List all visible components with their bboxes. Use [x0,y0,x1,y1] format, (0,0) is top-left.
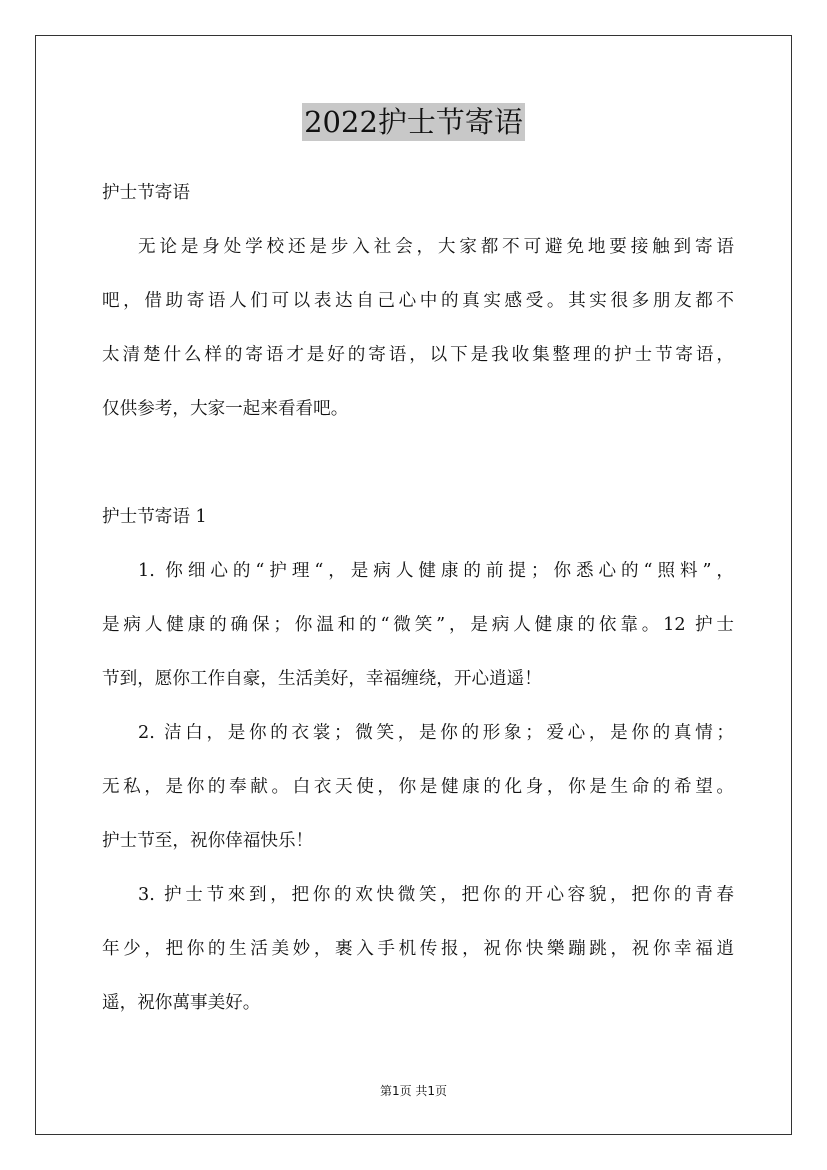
list-item-line: 年少，把你的生活美妙，裹入手机传报，祝你快樂蹦跳，祝你幸福逍 [102,939,734,959]
section-heading: 护士节寄语 1 [102,507,207,527]
paragraph-line: 无论是身处学校还是步入社会，大家都不可避免地要接触到寄语 [138,237,734,257]
page-footer: 第1页 共1页 [379,1084,448,1098]
document-body [102,175,734,1021]
list-item-line: 护士节至，祝你倖福快乐！ [102,831,314,851]
paragraph-line: 太清楚什么样的寄语才是好的寄语，以下是我收集整理的护士节寄语， [102,345,734,365]
paragraph-line: 吧，借助寄语人们可以表达自己心中的真实感受。其实很多朋友都不 [102,291,734,311]
list-item-line: 无私，是你的奉献。白衣天使，你是健康的化身，你是生命的希望。 [102,777,734,797]
document-title: 2022护士节寄语 [304,105,523,139]
section-heading: 护士节寄语 [102,183,190,203]
list-item-line: 2. 洁白，是你的衣裳；微笑，是你的形象；爱心，是你的真情； [138,723,734,743]
title-container [0,103,827,141]
paragraph-line: 仅供参考，大家一起来看看吧。 [102,399,349,419]
list-item-line: 是病人健康的确保；你温和的“微笑”，是病人健康的依靠。12 护士 [102,615,734,635]
list-item-line: 3. 护士节來到，把你的欢快微笑，把你的开心容貌，把你的青春 [138,885,734,905]
list-item-line: 遥，祝你萬事美好。 [102,993,261,1013]
list-item-line: 1. 你细心的“护理“，是病人健康的前提；你悉心的“照料”， [138,561,734,581]
list-item-line: 节到，愿你工作自豪，生活美好，幸福缠绕，开心逍遥！ [102,669,542,689]
